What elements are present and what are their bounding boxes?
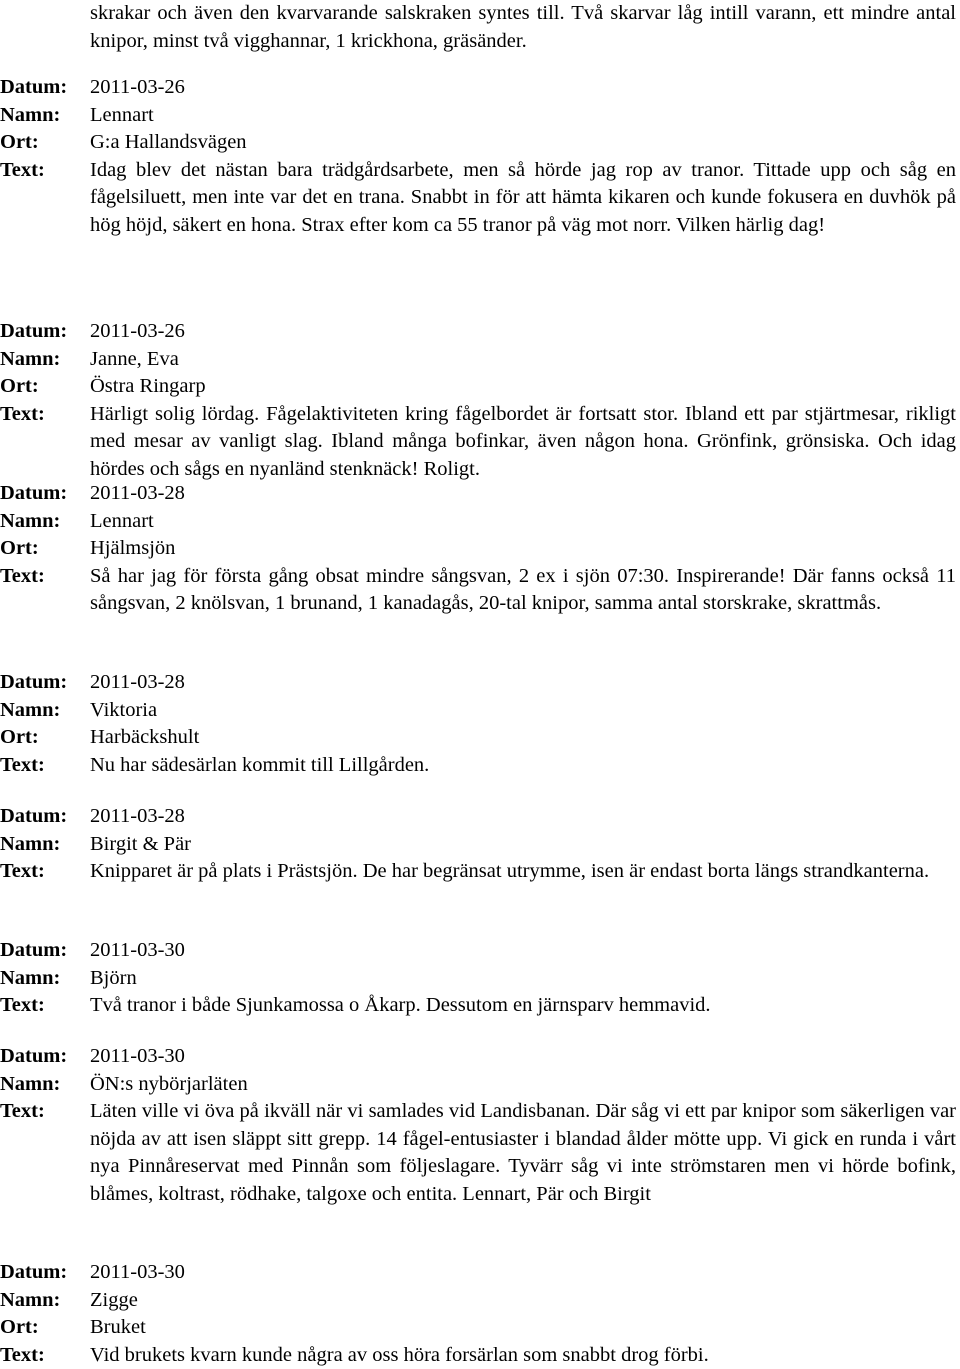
place-label: Ort:	[0, 131, 39, 153]
text-value: Läten ville vi öva på ikväll när vi samlades vid Landisbanan. Där såg vi ett par knipor som säkerligen var nöjda av att isen släppt sitt grepp. 14 fågel-entusiaster i blandad ålder mötte upp. Vi gick en runda i vårt nya Pinnåreservat med Pinnån som följeslagare. Tyvärr såg vi inte strömstaren men vi hörde bofink, blåmes, koltrast, rödhake, talgoxe och entita. Lennart, Pär och Birgit	[90, 1100, 956, 1205]
text-row	[0, 157, 960, 240]
name-value: ÖN:s nybörjarläten	[90, 1072, 248, 1095]
text-label: Text:	[0, 564, 45, 587]
observation-entry	[0, 937, 960, 1020]
name-value: Björn	[90, 966, 137, 989]
place-row	[0, 373, 960, 401]
observation-entry	[0, 1259, 960, 1369]
text-row	[0, 992, 960, 1020]
name-label: Namn:	[0, 103, 61, 126]
date-value: 2011-03-26	[90, 76, 185, 98]
name-row	[0, 965, 960, 993]
name-value: Viktoria	[90, 698, 158, 721]
date-row	[0, 1259, 960, 1287]
date-row	[0, 803, 960, 831]
name-label: Namn:	[0, 347, 61, 370]
name-row	[0, 1071, 960, 1099]
name-label: Namn:	[0, 966, 61, 989]
name-row	[0, 1287, 960, 1315]
text-value: Så har jag för första gång obsat mindre sångsvan, 2 ex i sjön 07:30. Inspirerande! Där fanns också 11 sångsvan, 2 knölsvan, 1 brunand, 1 kanadagås, 20-tal knipor, samma antal storskrake, skrattmås.	[90, 564, 956, 614]
observation-entry	[0, 318, 960, 483]
name-label: Namn:	[0, 832, 61, 855]
place-row	[0, 1314, 960, 1342]
place-label: Ort:	[0, 726, 39, 748]
date-label: Datum:	[0, 320, 68, 342]
date-row	[0, 480, 960, 508]
date-label: Datum:	[0, 1261, 68, 1283]
date-label: Datum:	[0, 1045, 68, 1067]
name-value: Lennart	[90, 103, 154, 126]
date-label: Datum:	[0, 939, 68, 961]
text-label: Text:	[0, 753, 45, 776]
place-row	[0, 535, 960, 563]
observation-entry	[0, 480, 960, 618]
place-value: Harbäckshult	[90, 726, 200, 748]
text-row	[0, 401, 960, 484]
date-value: 2011-03-30	[90, 1261, 185, 1283]
text-label: Text:	[0, 402, 45, 425]
observation-entry	[0, 74, 960, 239]
date-label: Datum:	[0, 805, 68, 827]
text-value: Två tranor i både Sjunkamossa o Åkarp. Dessutom en järnsparv hemmavid.	[90, 994, 711, 1016]
place-value: Bruket	[90, 1316, 146, 1338]
observation-entry	[0, 1043, 960, 1208]
date-value: 2011-03-28	[90, 482, 185, 504]
place-label: Ort:	[0, 537, 39, 559]
place-row	[0, 129, 960, 157]
text-row	[0, 858, 960, 886]
date-label: Datum:	[0, 482, 68, 504]
name-value: Zigge	[90, 1288, 138, 1311]
name-row	[0, 697, 960, 725]
text-label: Text:	[0, 1100, 45, 1122]
place-row	[0, 724, 960, 752]
date-label: Datum:	[0, 76, 68, 98]
date-value: 2011-03-30	[90, 1045, 185, 1067]
name-row	[0, 346, 960, 374]
date-row	[0, 74, 960, 102]
date-row	[0, 669, 960, 697]
name-row	[0, 102, 960, 130]
place-label: Ort:	[0, 1316, 39, 1338]
text-label: Text:	[0, 860, 45, 882]
name-label: Namn:	[0, 1288, 61, 1311]
text-row	[0, 1342, 960, 1369]
name-label: Namn:	[0, 698, 61, 721]
place-value: G:a Hallandsvägen	[90, 131, 247, 153]
date-value: 2011-03-28	[90, 671, 185, 693]
name-value: Birgit & Pär	[90, 832, 191, 855]
text-label: Text:	[0, 1343, 45, 1366]
text-label: Text:	[0, 158, 45, 181]
text-value: Vid brukets kvarn kunde några av oss höra forsärlan som snabbt drog förbi.	[90, 1343, 709, 1366]
text-value: Härligt solig lördag. Fågelaktiviteten kring fågelbordet är fortsatt stor. Ibland ett par stjärtmesar, rikligt med mesar av vanligt slag. Ibland många bofinkar, även någon hona. Grönfink, grönsiska. Och idag hördes och sågs en nyanländ stenknäck! Roligt.	[90, 402, 956, 480]
text-row	[0, 563, 960, 618]
date-row	[0, 1043, 960, 1071]
date-value: 2011-03-30	[90, 939, 185, 961]
text-label: Text:	[0, 994, 45, 1016]
observation-entry	[0, 669, 960, 779]
name-value: Janne, Eva	[90, 347, 179, 370]
text-value: Idag blev det nästan bara trädgårdsarbete, men så hörde jag rop av tranor. Tittade upp och såg en fågelsiluett, men inte var det en trana. Snabbt in för att hämta kikaren och kunde fokusera en duvhök på hög höjd, säkert en hona. Strax efter kom ca 55 tranor på väg mot norr. Vilken härlig dag!	[90, 158, 956, 236]
observation-entry	[0, 803, 960, 886]
text-value: Knipparet är på plats i Prästsjön. De har begränsat utrymme, isen är endast borta längs strandkanterna.	[90, 860, 930, 882]
text-value: Nu har sädesärlan kommit till Lillgården.	[90, 753, 430, 776]
date-value: 2011-03-26	[90, 320, 185, 342]
date-value: 2011-03-28	[90, 805, 185, 827]
date-row	[0, 318, 960, 346]
place-label: Ort:	[0, 375, 39, 397]
date-label: Datum:	[0, 671, 68, 693]
text-row	[0, 1098, 960, 1208]
place-value: Hjälmsjön	[90, 537, 176, 559]
name-row	[0, 831, 960, 859]
text-row	[0, 752, 960, 780]
name-value: Lennart	[90, 509, 154, 532]
intro-paragraph: skrakar och även den kvarvarande salskraken syntes till. Två skarvar låg intill varann, ett mindre antal knipor, minst två vigghannar, 1 krickhona, gräsänder.	[90, 2, 956, 52]
name-label: Namn:	[0, 1072, 61, 1095]
name-row	[0, 508, 960, 536]
name-label: Namn:	[0, 509, 61, 532]
place-value: Östra Ringarp	[90, 375, 206, 397]
date-row	[0, 937, 960, 965]
